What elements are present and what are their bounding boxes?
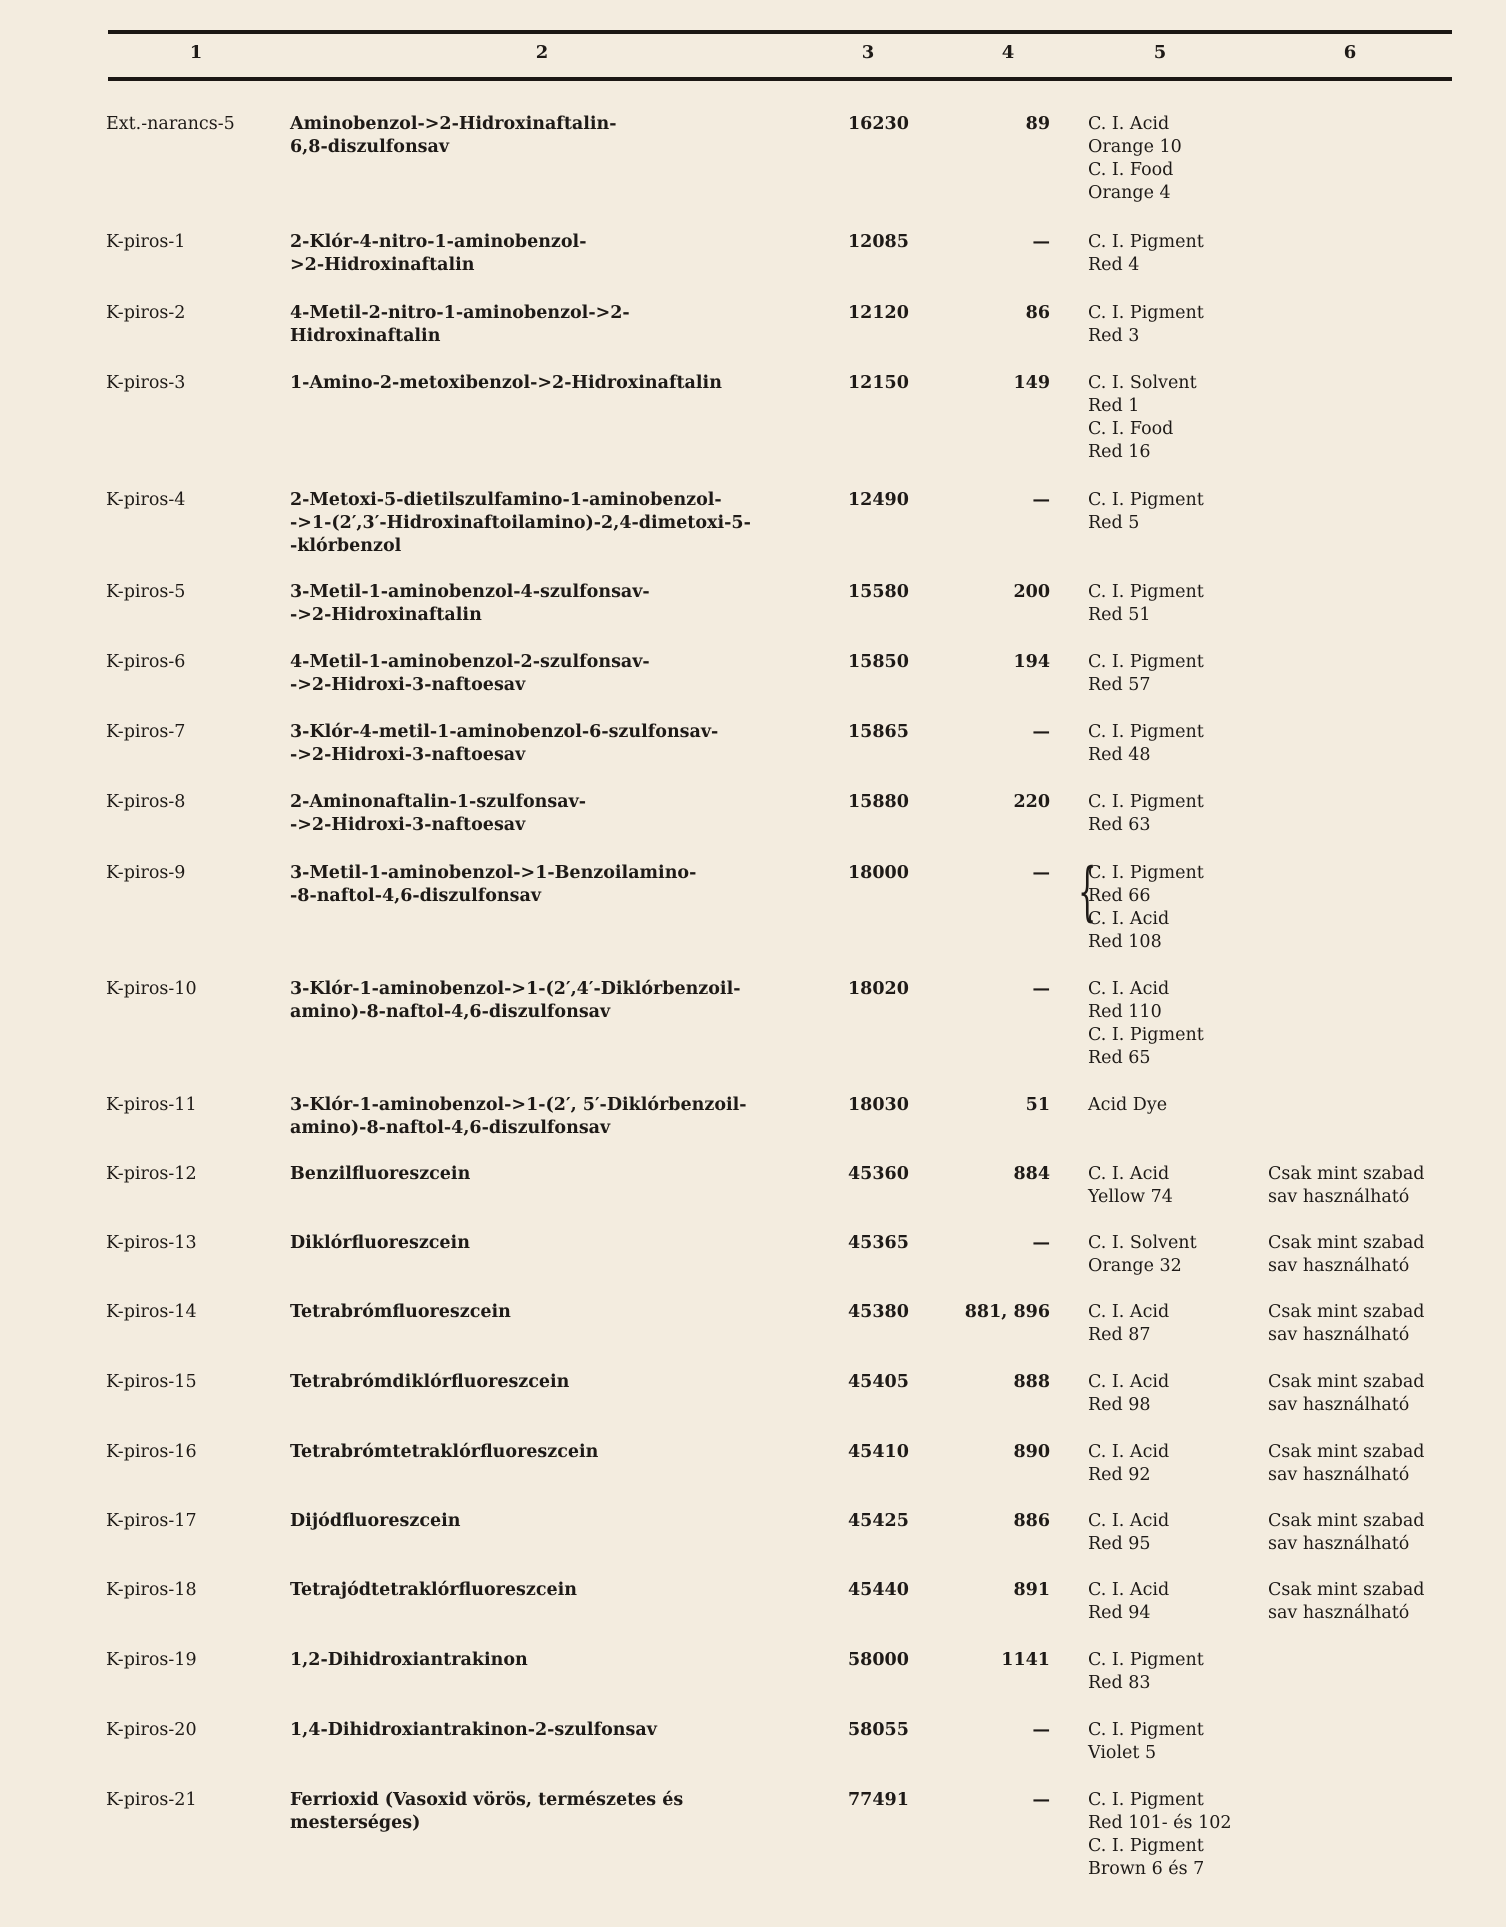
cell-c6: Csak mint szabad sav használható — [1268, 1511, 1425, 1554]
cell-c4: 886 — [1013, 1511, 1050, 1531]
cell-c3: 77491 — [848, 1790, 909, 1810]
cell-c4: 89 — [1025, 114, 1050, 134]
cell-c5: C. I. Acid Red 87 — [1088, 1302, 1170, 1345]
cell-c2: 2-Aminonaftalin-1-szulfonsav- ->2-Hidroxi-3-naftoesav — [290, 792, 587, 835]
cell-c3: 18020 — [848, 979, 909, 999]
cell-c3: 15850 — [848, 652, 909, 672]
cell-c2: 1,4-Dihidroxiantrakinon-2-szulfonsav — [290, 1720, 657, 1740]
cell-c4: — — [1032, 863, 1050, 883]
cell-c3: 45405 — [848, 1372, 909, 1392]
cell-c1: K-piros-7 — [106, 722, 186, 742]
cell-c4: 881, 896 — [964, 1302, 1050, 1322]
cell-c3: 18000 — [848, 863, 909, 883]
cell-c1: K-piros-16 — [106, 1442, 197, 1462]
cell-c4: — — [1032, 490, 1050, 510]
cell-c5: C. I. Pigment Red 57 — [1088, 652, 1204, 695]
cell-c4: 891 — [1013, 1580, 1050, 1600]
cell-c4: — — [1032, 232, 1050, 252]
column-header-1: 1 — [189, 42, 203, 63]
cell-c2: Benzilfluoreszcein — [290, 1164, 471, 1184]
cell-c4: 86 — [1025, 303, 1050, 323]
cell-c3: 18030 — [848, 1095, 909, 1115]
cell-c6: Csak mint szabad sav használható — [1268, 1233, 1425, 1276]
cell-c4: — — [1032, 1720, 1050, 1740]
cell-c1: K-piros-8 — [106, 792, 186, 812]
cell-c4: — — [1032, 1790, 1050, 1810]
column-header-2: 2 — [535, 42, 549, 63]
cell-c6: Csak mint szabad sav használható — [1268, 1372, 1425, 1415]
cell-c4: 890 — [1013, 1442, 1050, 1462]
cell-c1: K-piros-11 — [106, 1095, 197, 1115]
cell-c5: C. I. Acid Red 110 C. I. Pigment Red 65 — [1088, 979, 1204, 1068]
cell-c5: C. I. Pigment Red 63 — [1088, 792, 1204, 835]
cell-c5: C. I. Pigment Red 66 C. I. Acid Red 108 — [1088, 863, 1204, 952]
cell-c4: 194 — [1013, 652, 1050, 672]
cell-c1: K-piros-19 — [106, 1650, 197, 1670]
cell-c3: 58055 — [848, 1720, 909, 1740]
cell-c2: Tetrabrómtetraklórfluoreszcein — [290, 1442, 599, 1462]
cell-c3: 45380 — [848, 1302, 909, 1322]
cell-c1: K-piros-4 — [106, 490, 186, 510]
cell-c2: 1,2-Dihidroxiantrakinon — [290, 1650, 528, 1670]
cell-c5: C. I. Acid Red 94 — [1088, 1580, 1170, 1623]
cell-c5: C. I. Solvent Orange 32 — [1088, 1233, 1197, 1276]
cell-c4: 1141 — [1001, 1650, 1050, 1670]
brace-mark: { — [1078, 855, 1097, 929]
cell-c3: 12120 — [848, 303, 909, 323]
cell-c6: Csak mint szabad sav használható — [1268, 1302, 1425, 1345]
cell-c1: K-piros-14 — [106, 1302, 197, 1322]
cell-c5: C. I. Acid Red 92 — [1088, 1442, 1170, 1485]
cell-c4: 888 — [1013, 1372, 1050, 1392]
column-header-3: 3 — [861, 42, 875, 63]
cell-c1: K-piros-5 — [106, 582, 186, 602]
cell-c3: 12490 — [848, 490, 909, 510]
cell-c3: 12150 — [848, 373, 909, 393]
cell-c1: K-piros-2 — [106, 303, 186, 323]
cell-c4: 884 — [1013, 1164, 1050, 1184]
cell-c5: C. I. Pigment Violet 5 — [1088, 1720, 1204, 1763]
cell-c2: 3-Metil-1-aminobenzol-4-szulfonsav- ->2-Hidroxinaftalin — [290, 582, 650, 625]
cell-c1: K-piros-13 — [106, 1233, 197, 1253]
cell-c5: C. I. Solvent Red 1 C. I. Food Red 16 — [1088, 373, 1197, 462]
cell-c1: K-piros-12 — [106, 1164, 197, 1184]
cell-c2: 2-Metoxi-5-dietilszulfamino-1-aminobenzol- ->1-(2′,3′-Hidroxinaftoilamino)-2,4-dimetoxi-5- -klórbenzol — [290, 490, 751, 556]
cell-c1: K-piros-18 — [106, 1580, 197, 1600]
cell-c5: C. I. Acid Red 95 — [1088, 1511, 1170, 1554]
cell-c5: C. I. Pigment Red 5 — [1088, 490, 1204, 533]
cell-c1: K-piros-10 — [106, 979, 197, 999]
cell-c5: C. I. Pigment Red 48 — [1088, 722, 1204, 765]
cell-c3: 15880 — [848, 792, 909, 812]
cell-c3: 15580 — [848, 582, 909, 602]
cell-c1: K-piros-1 — [106, 232, 186, 252]
cell-c3: 45410 — [848, 1442, 909, 1462]
cell-c5: C. I. Acid Red 98 — [1088, 1372, 1170, 1415]
cell-c2: Aminobenzol->2-Hidroxinaftalin- 6,8-diszulfonsav — [290, 114, 617, 157]
cell-c6: Csak mint szabad sav használható — [1268, 1442, 1425, 1485]
cell-c2: Diklórfluoreszcein — [290, 1233, 470, 1253]
cell-c1: K-piros-20 — [106, 1720, 197, 1740]
cell-c1: Ext.-narancs-5 — [106, 114, 235, 134]
cell-c5: C. I. Pigment Red 101- és 102 C. I. Pigment Brown 6 és 7 — [1088, 1790, 1232, 1879]
cell-c5: C. I. Pigment Red 3 — [1088, 303, 1204, 346]
cell-c4: 149 — [1013, 373, 1050, 393]
cell-c5: Acid Dye — [1088, 1095, 1168, 1115]
column-header-4: 4 — [1001, 42, 1015, 63]
cell-c2: Tetrajódtetraklórfluoreszcein — [290, 1580, 577, 1600]
cell-c2: 1-Amino-2-metoxibenzol->2-Hidroxinaftalin — [290, 373, 722, 393]
cell-c2: 3-Klór-4-metil-1-aminobenzol-6-szulfonsav- ->2-Hidroxi-3-naftoesav — [290, 722, 719, 765]
cell-c2: Ferrioxid (Vasoxid vörös, természetes és mesterséges) — [290, 1790, 684, 1833]
cell-c3: 58000 — [848, 1650, 909, 1670]
cell-c4: — — [1032, 979, 1050, 999]
cell-c3: 45440 — [848, 1580, 909, 1600]
cell-c2: 3-Metil-1-aminobenzol->1-Benzoilamino- -8-naftol-4,6-diszulfonsav — [290, 863, 697, 906]
cell-c4: — — [1032, 1233, 1050, 1253]
cell-c1: K-piros-6 — [106, 652, 186, 672]
cell-c2: 2-Klór-4-nitro-1-aminobenzol- >2-Hidroxinaftalin — [290, 232, 587, 275]
cell-c1: K-piros-15 — [106, 1372, 197, 1392]
cell-c3: 15865 — [848, 722, 909, 742]
cell-c4: 220 — [1013, 792, 1050, 812]
cell-c2: 3-Klór-1-aminobenzol->1-(2′,4′-Diklórbenzoil- amino)-8-naftol-4,6-diszulfonsav — [290, 979, 741, 1022]
cell-c3: 45360 — [848, 1164, 909, 1184]
cell-c2: Tetrabrómfluoreszcein — [290, 1302, 511, 1322]
cell-c3: 45365 — [848, 1233, 909, 1253]
column-header-5: 5 — [1153, 42, 1167, 63]
cell-c4: — — [1032, 722, 1050, 742]
cell-c5: C. I. Pigment Red 4 — [1088, 232, 1204, 275]
cell-c2: Dijódfluoreszcein — [290, 1511, 461, 1531]
cell-c5: C. I. Pigment Red 83 — [1088, 1650, 1204, 1693]
cell-c2: 4-Metil-2-nitro-1-aminobenzol->2- Hidroxinaftalin — [290, 303, 630, 346]
cell-c3: 45425 — [848, 1511, 909, 1531]
cell-c3: 12085 — [848, 232, 909, 252]
cell-c4: 200 — [1013, 582, 1050, 602]
cell-c4: 51 — [1025, 1095, 1050, 1115]
cell-c1: K-piros-9 — [106, 863, 186, 883]
cell-c2: 3-Klór-1-aminobenzol->1-(2′, 5′-Diklórbenzoil- amino)-8-naftol-4,6-diszulfonsav — [290, 1095, 747, 1138]
cell-c6: Csak mint szabad sav használható — [1268, 1164, 1425, 1207]
cell-c2: Tetrabrómdiklórfluoreszcein — [290, 1372, 570, 1392]
cell-c5: C. I. Acid Orange 10 C. I. Food Orange 4 — [1088, 114, 1182, 203]
cell-c6: Csak mint szabad sav használható — [1268, 1580, 1425, 1623]
cell-c1: K-piros-21 — [106, 1790, 197, 1810]
cell-c1: K-piros-17 — [106, 1511, 197, 1531]
cell-c3: 16230 — [848, 114, 909, 134]
cell-c2: 4-Metil-1-aminobenzol-2-szulfonsav- ->2-Hidroxi-3-naftoesav — [290, 652, 650, 695]
cell-c1: K-piros-3 — [106, 373, 186, 393]
cell-c5: C. I. Pigment Red 51 — [1088, 582, 1204, 625]
cell-c5: C. I. Acid Yellow 74 — [1088, 1164, 1173, 1207]
column-header-6: 6 — [1343, 42, 1357, 63]
